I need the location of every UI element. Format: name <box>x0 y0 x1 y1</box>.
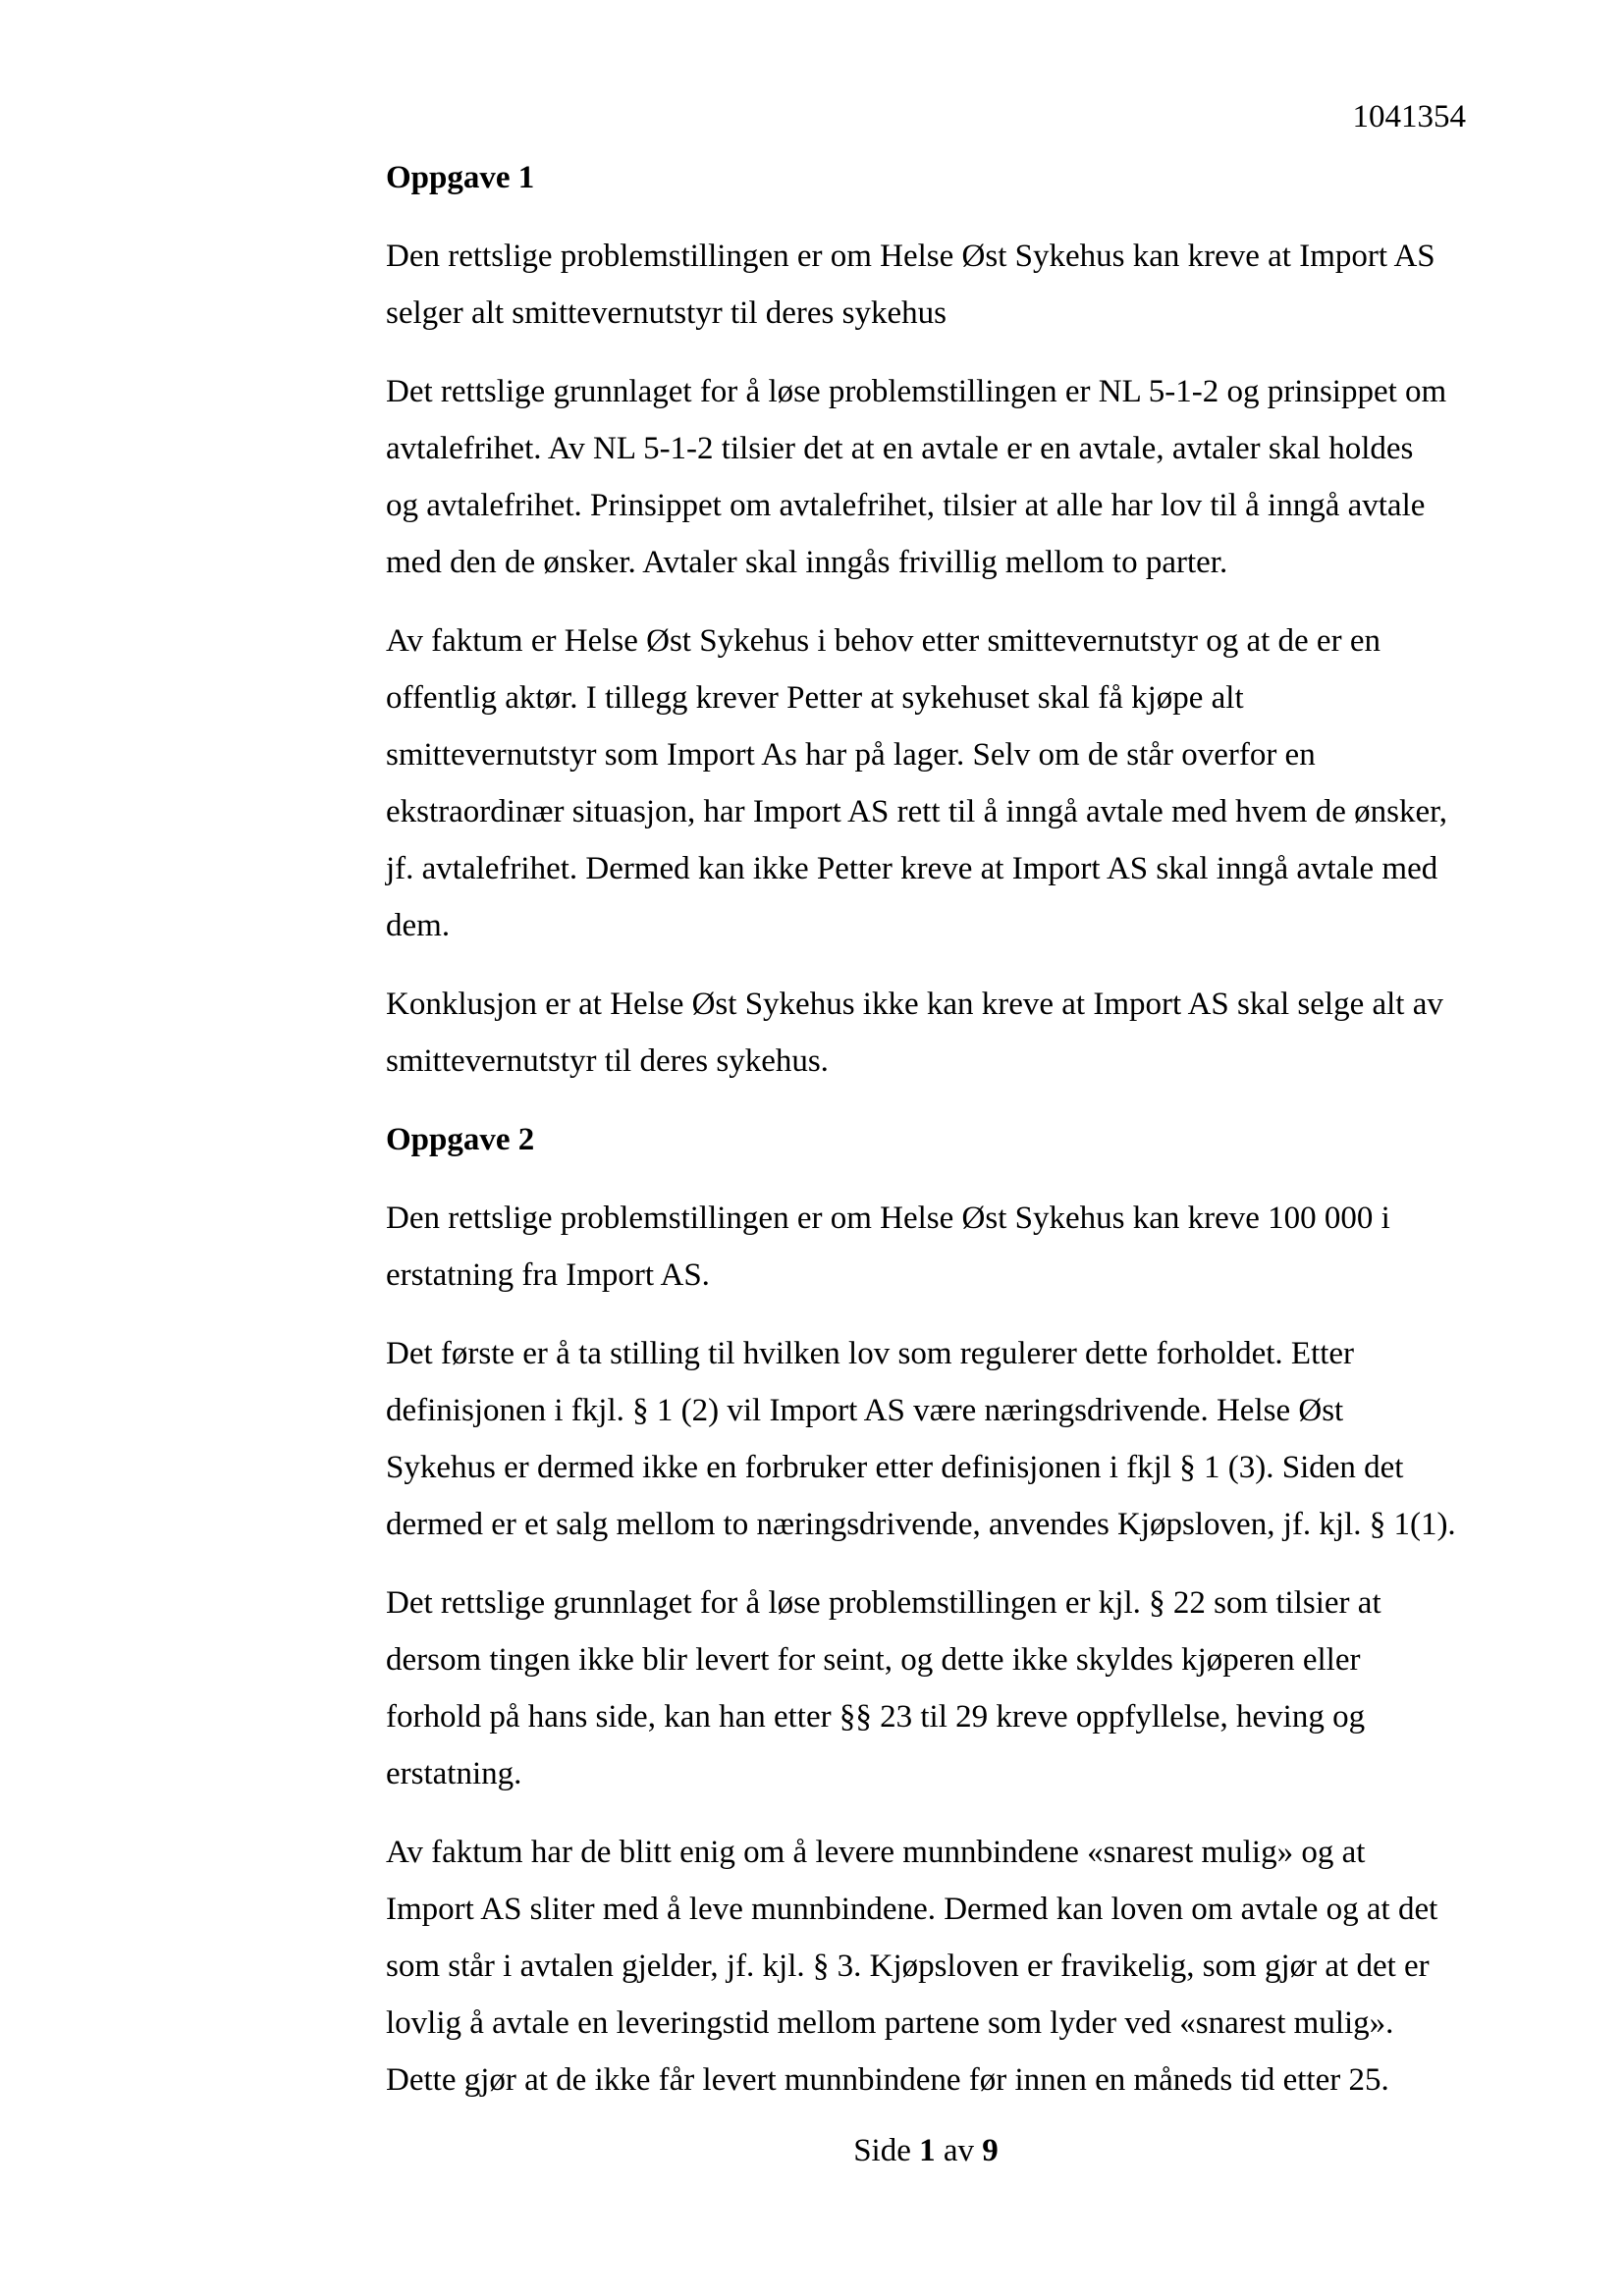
footer-total-pages: 9 <box>982 2133 999 2168</box>
section-oppgave-2 <box>386 1111 1466 2109</box>
text-line: erstatning fra Import AS. <box>386 1257 710 1293</box>
paragraph <box>386 1190 1466 1304</box>
paragraph <box>386 1325 1466 1553</box>
text-line: lovlig å avtale en leveringstid mellom partene som lyder ved «snarest mulig». <box>386 2005 1394 2041</box>
paragraph <box>386 1824 1466 2109</box>
page-content <box>386 88 1466 2179</box>
paragraph <box>386 976 1466 1090</box>
text-line: som står i avtalen gjelder, jf. kjl. § 3. Kjøpsloven er fravikelig, som gjør at det er <box>386 1949 1430 1984</box>
footer-of-label: av <box>943 2133 975 2168</box>
text-line: Konklusjon er at Helse Øst Sykehus ikke kan kreve at Import AS skal selge alt av <box>386 987 1443 1022</box>
text-line: dem. <box>386 908 451 943</box>
text-line: dermed er et salg mellom to næringsdrivende, anvendes Kjøpsloven, jf. kjl. § 1(1). <box>386 1507 1456 1542</box>
text-line: smittevernutstyr til deres sykehus. <box>386 1043 829 1079</box>
text-line: med den de ønsker. Avtaler skal inngås frivillig mellom to parter. <box>386 545 1228 580</box>
section-oppgave-1 <box>386 149 1466 1090</box>
text-line: smittevernutstyr som Import As har på lager. Selv om de står overfor en <box>386 737 1316 773</box>
footer-side-label: Side <box>853 2133 911 2168</box>
section-heading: Oppgave 2 <box>386 1122 535 1157</box>
text-line: forhold på hans side, kan han etter §§ 23 til 29 kreve oppfyllelse, heving og <box>386 1699 1366 1735</box>
paragraph <box>386 363 1466 591</box>
paragraph <box>386 1575 1466 1802</box>
section-heading: Oppgave 1 <box>386 160 535 195</box>
text-line: definisjonen i fkjl. § 1 (2) vil Import AS være næringsdrivende. Helse Øst <box>386 1393 1344 1428</box>
text-line: Den rettslige problemstillingen er om Helse Øst Sykehus kan kreve at Import AS <box>386 239 1435 274</box>
paragraph <box>386 613 1466 954</box>
text-line: og avtalefrihet. Prinsippet om avtalefrihet, tilsier at alle har lov til å inngå avtale <box>386 488 1426 523</box>
text-line: Import AS sliter med å leve munnbindene. Dermed kan loven om avtale og at det <box>386 1892 1438 1927</box>
paragraph <box>386 228 1466 342</box>
page-footer <box>386 2122 1466 2179</box>
text-line: Det rettslige grunnlaget for å løse problemstillingen er NL 5-1-2 og prinsippet om <box>386 374 1447 409</box>
text-line: Den rettslige problemstillingen er om Helse Øst Sykehus kan kreve 100 000 i <box>386 1201 1390 1236</box>
text-line: Det første er å ta stilling til hvilken lov som regulerer dette forholdet. Etter <box>386 1336 1355 1371</box>
text-line: erstatning. <box>386 1756 522 1791</box>
text-line: Av faktum er Helse Øst Sykehus i behov etter smittevernutstyr og at de er en <box>386 623 1380 659</box>
footer-page-number: 1 <box>919 2133 936 2168</box>
text-line: dersom tingen ikke blir levert for seint, og dette ikke skyldes kjøperen eller <box>386 1642 1361 1678</box>
text-line: Sykehus er dermed ikke en forbruker etter definisjonen i fkjl § 1 (3). Siden det <box>386 1450 1404 1485</box>
text-line: avtalefrihet. Av NL 5-1-2 tilsier det at en avtale er en avtale, avtaler skal holdes <box>386 431 1414 466</box>
text-line: Det rettslige grunnlaget for å løse problemstillingen er kjl. § 22 som tilsier at <box>386 1585 1381 1621</box>
text-line: jf. avtalefrihet. Dermed kan ikke Petter kreve at Import AS skal inngå avtale med <box>386 851 1438 886</box>
candidate-number: 1041354 <box>1352 99 1466 134</box>
text-line: ekstraordinær situasjon, har Import AS rett til å inngå avtale med hvem de ønsker, <box>386 794 1448 829</box>
text-line: offentlig aktør. I tillegg krever Petter at sykehuset skal få kjøpe alt <box>386 680 1244 716</box>
text-line: selger alt smittevernutstyr til deres sykehus <box>386 295 947 331</box>
text-line: Av faktum har de blitt enig om å levere munnbindene «snarest mulig» og at <box>386 1835 1366 1870</box>
text-line: Dette gjør at de ikke får levert munnbindene før innen en måneds tid etter 25. <box>386 2062 1389 2098</box>
